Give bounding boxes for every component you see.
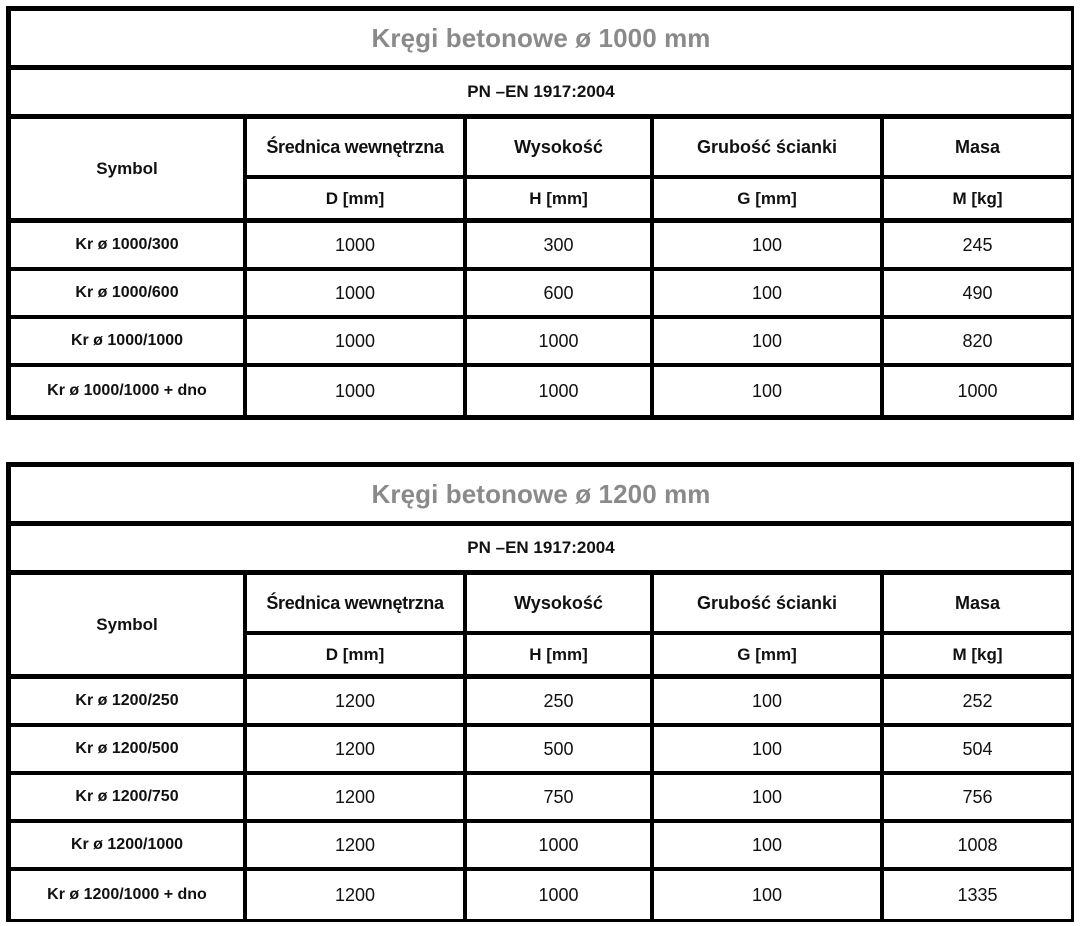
- cell-inner-diameter: 1000: [243, 319, 463, 367]
- cell-symbol: Kr ø 1000/300: [11, 223, 243, 271]
- table-norm-standard: PN –EN 1917:2004: [11, 526, 1071, 575]
- cell-height: 1000: [463, 367, 650, 415]
- cell-height: 600: [463, 271, 650, 319]
- table-title-row: [11, 11, 1071, 70]
- table-norm-standard: PN –EN 1917:2004: [11, 70, 1071, 119]
- cell-symbol: Kr ø 1200/500: [11, 727, 243, 775]
- cell-wall-thickness: 100: [650, 367, 880, 415]
- cell-inner-diameter: 1200: [243, 679, 463, 727]
- column-header-symbol: Symbol: [11, 119, 243, 223]
- column-header-mass: Masa: [880, 575, 1071, 635]
- cell-symbol: Kr ø 1200/250: [11, 679, 243, 727]
- table-row: [11, 319, 1071, 367]
- column-unit-inner-diameter: D [mm]: [243, 635, 463, 679]
- table-norm-row: [11, 70, 1071, 119]
- cell-symbol: Kr ø 1200/750: [11, 775, 243, 823]
- cell-wall-thickness: 100: [650, 319, 880, 367]
- table-row: [11, 775, 1071, 823]
- cell-inner-diameter: 1000: [243, 271, 463, 319]
- table-norm-row: [11, 526, 1071, 575]
- column-unit-inner-diameter: D [mm]: [243, 179, 463, 223]
- cell-wall-thickness: 100: [650, 871, 880, 919]
- spec-table-1200: [6, 462, 1074, 922]
- column-header-inner-diameter: Średnica wewnętrzna: [243, 119, 463, 179]
- cell-symbol: Kr ø 1000/1000 + dno: [11, 367, 243, 415]
- table-row: [11, 823, 1071, 871]
- column-header-wall-thickness: Grubość ścianki: [650, 575, 880, 635]
- cell-wall-thickness: 100: [650, 271, 880, 319]
- cell-height: 750: [463, 775, 650, 823]
- cell-height: 300: [463, 223, 650, 271]
- cell-mass: 252: [880, 679, 1071, 727]
- cell-wall-thickness: 100: [650, 679, 880, 727]
- cell-height: 250: [463, 679, 650, 727]
- cell-inner-diameter: 1000: [243, 223, 463, 271]
- table-header-name-row: [11, 119, 1071, 179]
- cell-symbol: Kr ø 1200/1000: [11, 823, 243, 871]
- column-unit-height: H [mm]: [463, 635, 650, 679]
- cell-mass: 490: [880, 271, 1071, 319]
- cell-mass: 820: [880, 319, 1071, 367]
- column-header-symbol: Symbol: [11, 575, 243, 679]
- cell-height: 500: [463, 727, 650, 775]
- cell-inner-diameter: 1200: [243, 727, 463, 775]
- cell-height: 1000: [463, 319, 650, 367]
- column-unit-wall-thickness: G [mm]: [650, 179, 880, 223]
- cell-mass: 504: [880, 727, 1071, 775]
- column-unit-mass: M [kg]: [880, 179, 1071, 223]
- cell-mass: 245: [880, 223, 1071, 271]
- cell-height: 1000: [463, 823, 650, 871]
- cell-inner-diameter: 1200: [243, 871, 463, 919]
- table-row: [11, 223, 1071, 271]
- cell-inner-diameter: 1200: [243, 775, 463, 823]
- column-header-mass: Masa: [880, 119, 1071, 179]
- cell-mass: 1335: [880, 871, 1071, 919]
- column-header-wall-thickness: Grubość ścianki: [650, 119, 880, 179]
- cell-height: 1000: [463, 871, 650, 919]
- cell-mass: 1008: [880, 823, 1071, 871]
- column-unit-height: H [mm]: [463, 179, 650, 223]
- table-row: [11, 727, 1071, 775]
- column-header-height: Wysokość: [463, 119, 650, 179]
- cell-mass: 756: [880, 775, 1071, 823]
- tables-separator: [0, 420, 1080, 462]
- cell-inner-diameter: 1200: [243, 823, 463, 871]
- cell-wall-thickness: 100: [650, 223, 880, 271]
- column-unit-wall-thickness: G [mm]: [650, 635, 880, 679]
- cell-mass: 1000: [880, 367, 1071, 415]
- column-header-height: Wysokość: [463, 575, 650, 635]
- cell-inner-diameter: 1000: [243, 367, 463, 415]
- cell-wall-thickness: 100: [650, 775, 880, 823]
- column-unit-mass: M [kg]: [880, 635, 1071, 679]
- table-title: Kręgi betonowe ø 1200 mm: [11, 467, 1071, 526]
- table-header-name-row: [11, 575, 1071, 635]
- spec-table-1000: [6, 6, 1074, 420]
- cell-symbol: Kr ø 1000/1000: [11, 319, 243, 367]
- table-row: [11, 367, 1071, 415]
- cell-wall-thickness: 100: [650, 727, 880, 775]
- table-title-row: [11, 467, 1071, 526]
- cell-symbol: Kr ø 1200/1000 + dno: [11, 871, 243, 919]
- column-header-inner-diameter: Średnica wewnętrzna: [243, 575, 463, 635]
- cell-wall-thickness: 100: [650, 823, 880, 871]
- table-title: Kręgi betonowe ø 1000 mm: [11, 11, 1071, 70]
- table-row: [11, 679, 1071, 727]
- table-row: [11, 271, 1071, 319]
- cell-symbol: Kr ø 1000/600: [11, 271, 243, 319]
- table-row: [11, 871, 1071, 919]
